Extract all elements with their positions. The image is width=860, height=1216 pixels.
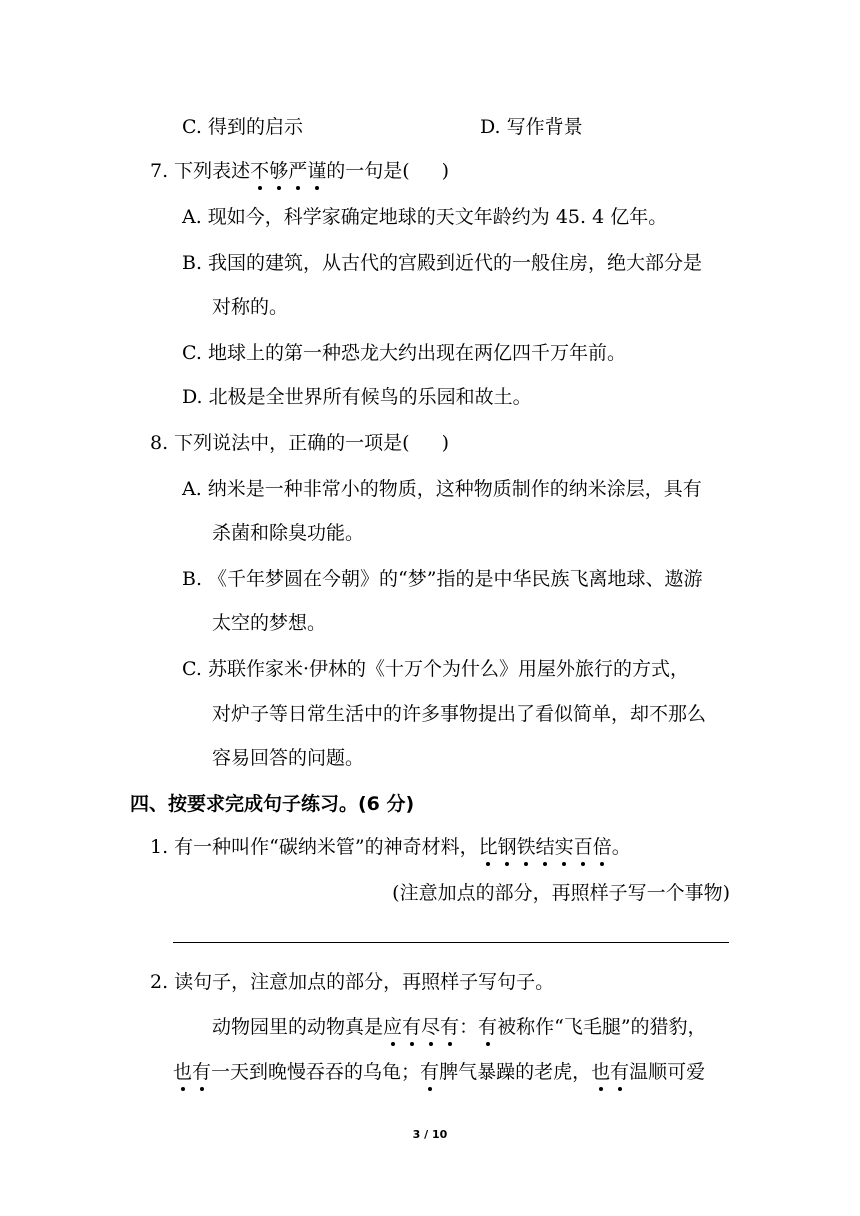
q8-option-c-line1: C. 苏联作家米·伊林的《十万个为什么》用屋外旅行的方式， [182, 658, 689, 680]
q7-option-b-line1: B. 我国的建筑，从古代的宫殿到近代的一般住房，绝大部分是 [182, 252, 703, 274]
s4-q1-hint: (注意加点的部分，再照样子写一个事物) [392, 882, 730, 904]
q7-dotted-char: 谨 [307, 160, 327, 182]
s4-q1-text-before: 1. 有一种叫作“碳纳米管”的神奇材料， [150, 836, 479, 858]
q8-option-c-line3: 容易回答的问题。 [212, 747, 365, 769]
s4-q2-dotted-char: 有 [610, 1061, 630, 1083]
q8-option-c-line2: 对炉子等日常生活中的许多事物提出了看似简单，却不那么 [212, 703, 707, 725]
section-4-heading: 四、按要求完成句子练习。(6 分) [130, 793, 415, 815]
s4-q2-p1-after: 被称作“飞毛腿”的猎豹， [497, 1016, 707, 1038]
q7-dotted-char: 不 [250, 160, 270, 182]
s4-q1-answer-line[interactable] [173, 942, 729, 943]
s4-q2-dotted-char: 应 [383, 1016, 403, 1038]
s4-q2-dotted-char: 有 [478, 1016, 498, 1038]
s4-q2-dotted-char: 尽 [421, 1016, 441, 1038]
s4-q2-p2-mid2: 脾气暴躁的老虎， [439, 1061, 592, 1083]
s4-q1-text-after: 。 [611, 836, 631, 858]
q7-stem [150, 159, 449, 183]
s4-q2-dotted-char: 有 [192, 1061, 212, 1083]
q7-stem-close: ) [441, 160, 450, 182]
q8-stem [150, 431, 449, 455]
s4-q2-dotted-char: 也 [591, 1061, 611, 1083]
q7-option-a: A. 现如今，科学家确定地球的天文年龄约为 45. 4 亿年。 [182, 206, 668, 228]
q7-option-b-line2: 对称的。 [212, 296, 289, 318]
q7-option-d: D. 北极是全世界所有候鸟的乐园和故土。 [182, 386, 532, 408]
q8-option-a-line2: 杀菌和除臭功能。 [212, 522, 365, 544]
s4-q1-dotted-char: 比 [478, 836, 498, 858]
s4-q2-p1-before: 动物园里的动物真是 [212, 1016, 384, 1038]
q7-stem-after: 的一句是( [326, 160, 410, 182]
s4-q1-dotted-char: 结 [535, 836, 555, 858]
q8-option-b-line1: B. 《千年梦圆在今朝》的“梦”指的是中华民族飞离地球、遨游 [182, 568, 703, 590]
s4-q2-stem: 2. 读句子，注意加点的部分，再照样子写句子。 [150, 971, 555, 993]
s4-q2-dotted-char: 有 [402, 1016, 422, 1038]
s4-q2-passage-line1 [212, 1015, 707, 1039]
s4-q2-p2-after: 温顺可爱 [629, 1061, 706, 1083]
s4-q2-dotted-char: 也 [173, 1061, 193, 1083]
q7-dotted-char: 够 [269, 160, 289, 182]
s4-q2-passage-line2 [173, 1060, 705, 1084]
s4-q1-dotted-char: 铁 [516, 836, 536, 858]
s4-q2-dotted-char: 有 [420, 1061, 440, 1083]
s4-q2-dotted-char: 有 [440, 1016, 460, 1038]
q8-option-a-line1: A. 纳米是一种非常小的物质，这种物质制作的纳米涂层，具有 [182, 478, 702, 500]
s4-q1-dotted-char: 百 [573, 836, 593, 858]
s4-q1-dotted-char: 倍 [592, 836, 612, 858]
page-number: 3 / 10 [412, 1128, 448, 1141]
s4-q2-p2-mid: 一天到晚慢吞吞的乌龟； [211, 1061, 421, 1083]
q8-stem-text: 8. 下列说法中，正确的一项是( [150, 432, 410, 454]
s4-q1-dotted-char: 实 [554, 836, 574, 858]
q7-dotted-char: 严 [288, 160, 308, 182]
q8-option-b-line2: 太空的梦想。 [212, 612, 327, 634]
q7-option-c: C. 地球上的第一种恐龙大约出现在两亿四千万年前。 [182, 342, 626, 364]
q6-option-d: D. 写作背景 [480, 116, 583, 138]
q7-stem-before: 7. 下列表述 [150, 160, 251, 182]
s4-q1-dotted-char: 钢 [497, 836, 517, 858]
q6-option-c: C. 得到的启示 [182, 116, 303, 138]
s4-q2-p1-mid: ： [459, 1016, 479, 1038]
q8-stem-close: ) [441, 432, 450, 454]
s4-q1-stem [150, 835, 631, 859]
